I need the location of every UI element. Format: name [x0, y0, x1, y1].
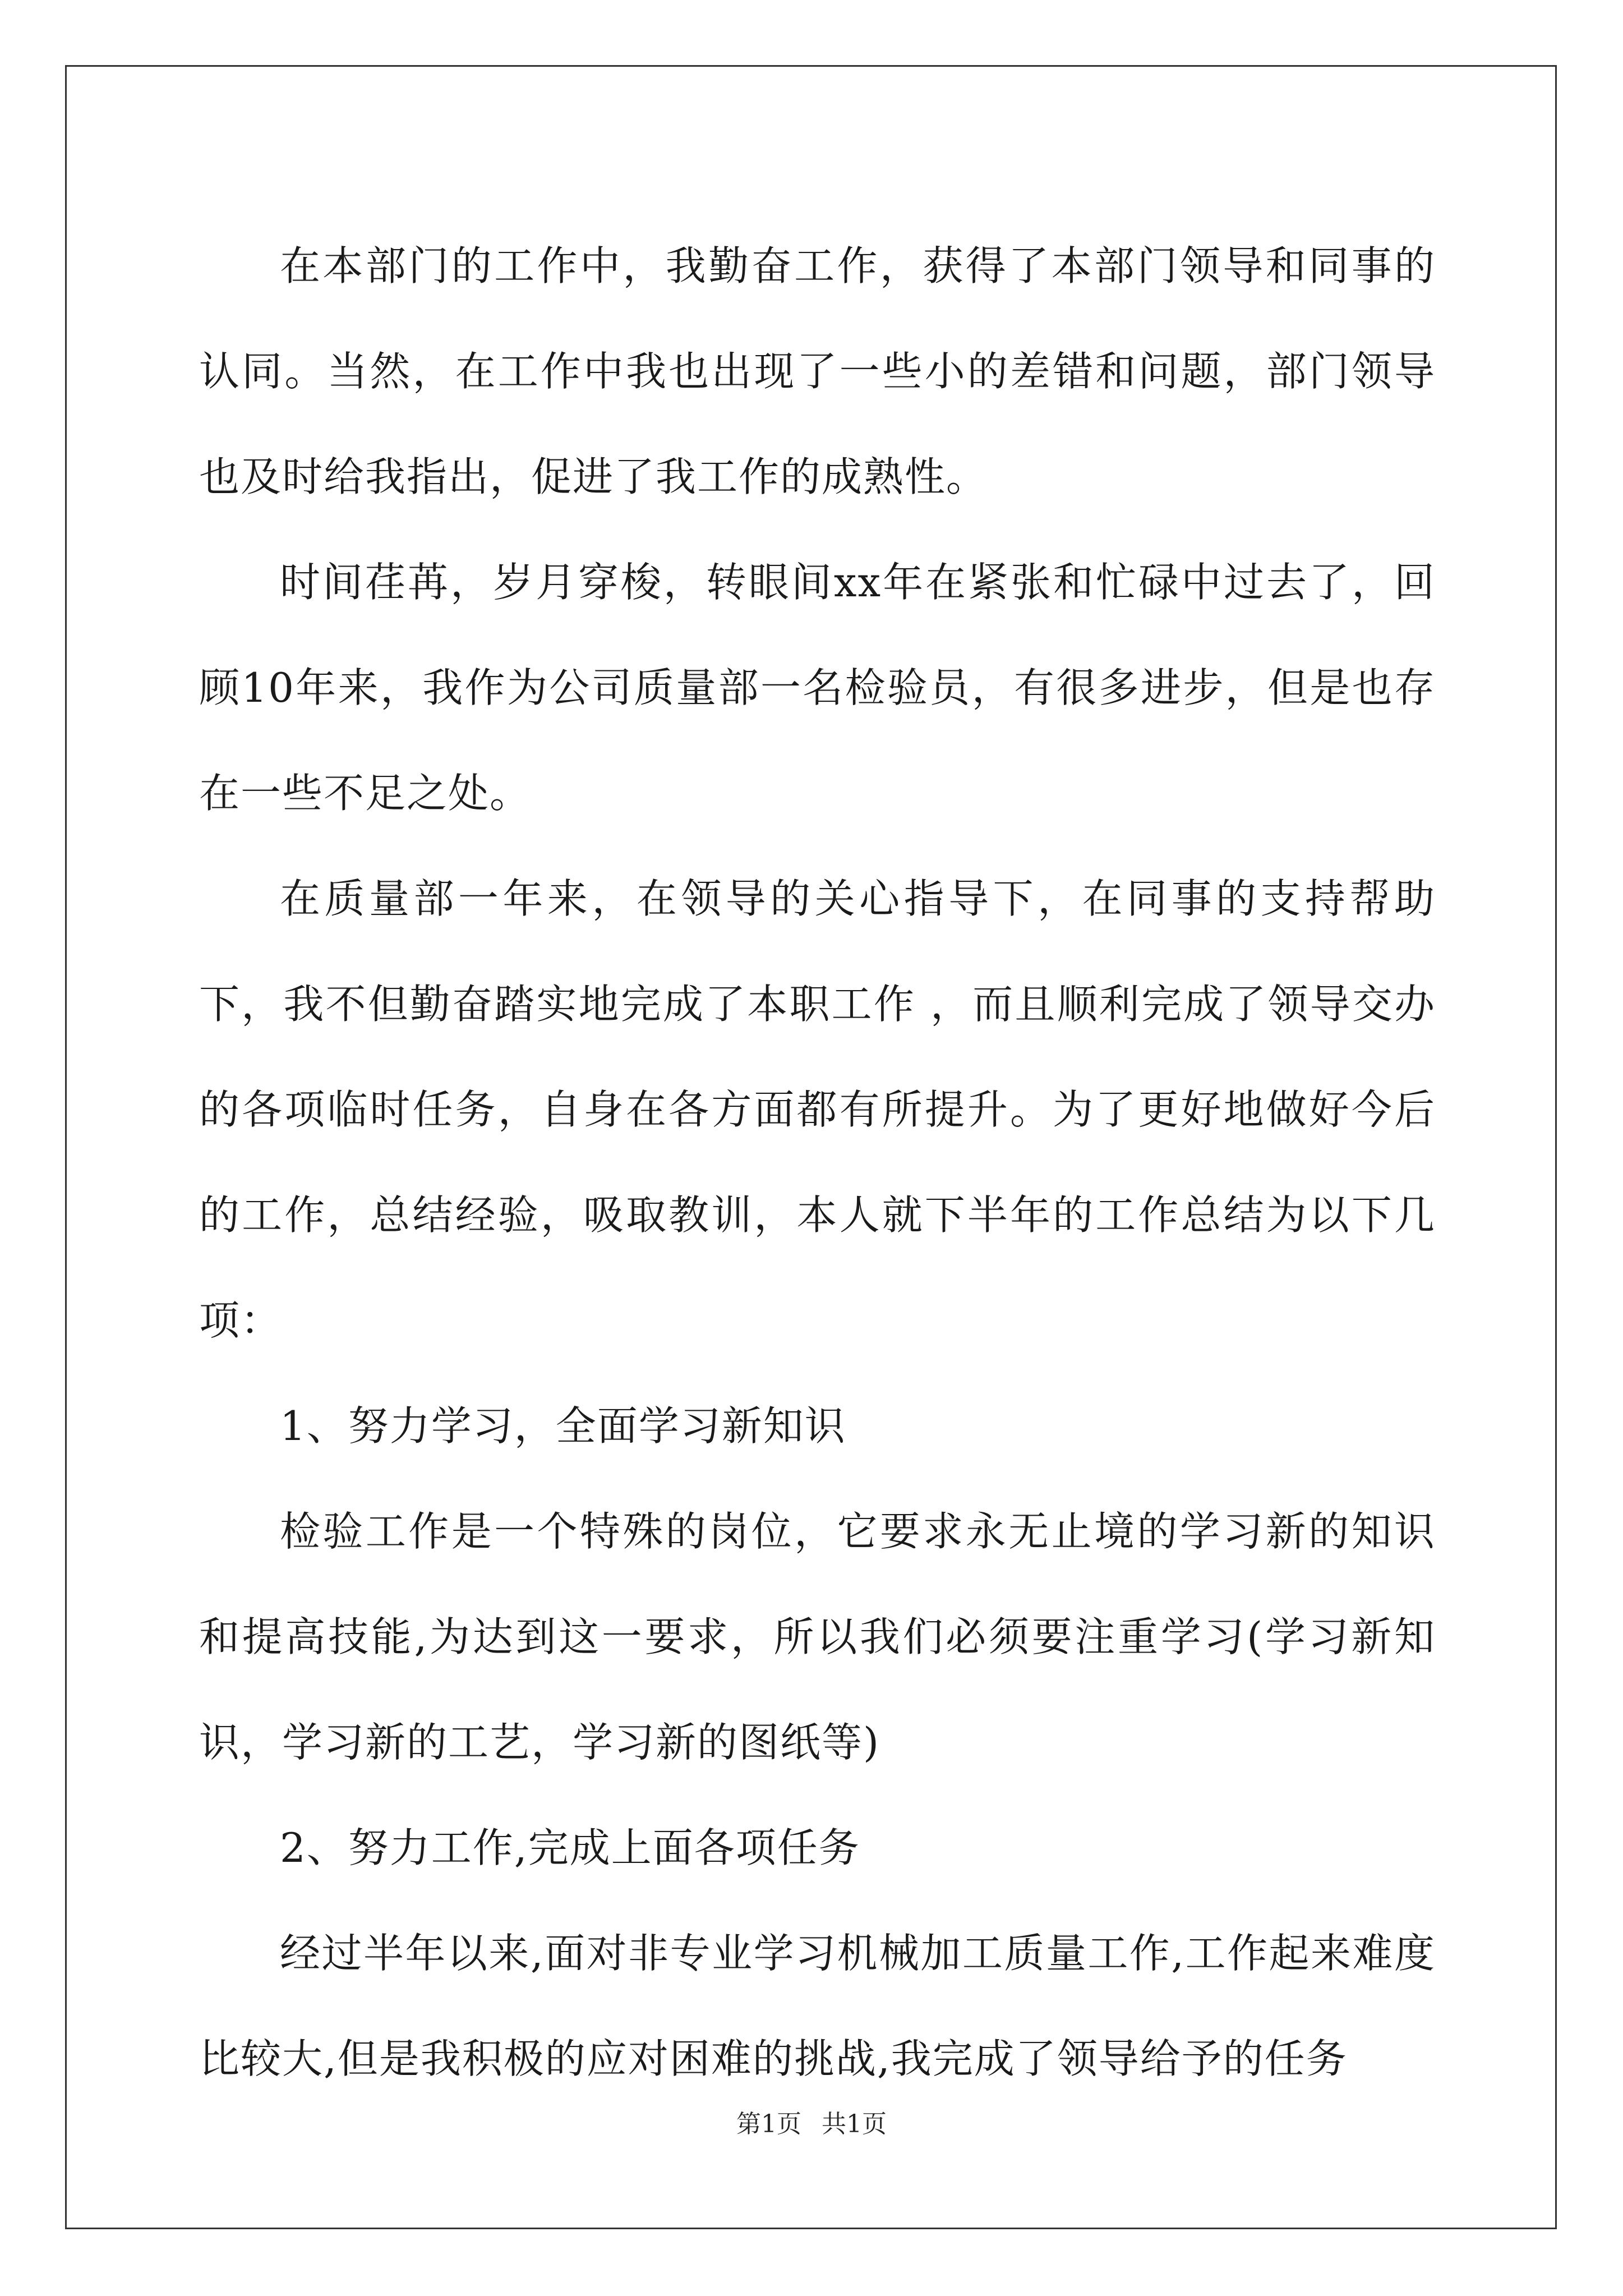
page-total: 共1页 — [822, 2110, 887, 2138]
heading-item-2: 2、努力工作,完成上面各项任务 — [280, 1824, 860, 1871]
paragraph-5: 经过半年以来,面对非专业学习机械加工质量工作,工作起来难度比较大,但是我积极的应对困难的挑战,我完成了领导给予的任务 — [199, 1930, 1436, 2082]
page-footer — [0, 2104, 1623, 2139]
heading-item-1: 1、努力学习，全面学习新知识 — [280, 1402, 846, 1450]
document-body — [199, 213, 1436, 2111]
paragraph-4: 检验工作是一个特殊的岗位，它要求永无止境的学习新的知识和提高技能,为达到这一要求，所以我们必须要注重学习(学习新知识，学习新的工艺，学习新的图纸等) — [199, 1508, 1436, 1766]
paragraph-1: 在本部门的工作中，我勤奋工作，获得了本部门领导和同事的认同。当然，在工作中我也出现了一些小的差错和问题，部门领导也及时给我指出，促进了我工作的成熟性。 — [199, 242, 1436, 500]
page-number: 第1页 — [736, 2110, 801, 2138]
paragraph-3: 在质量部一年来，在领导的关心指导下，在同事的支持帮助下，我不但勤奋踏实地完成了本职工作 ，而且顺利完成了领导交办的各项临时任务，自身在各方面都有所提升。为了更好地做好今后的工作，总结经验，吸取教训，本人就下半年的工作总结为以下几项： — [199, 875, 1436, 1344]
paragraph-2: 时间荏苒，岁月穿梭，转眼间xx年在紧张和忙碌中过去了，回顾10年来，我作为公司质量部一名检验员，有很多进步，但是也存在一些不足之处。 — [199, 559, 1436, 817]
